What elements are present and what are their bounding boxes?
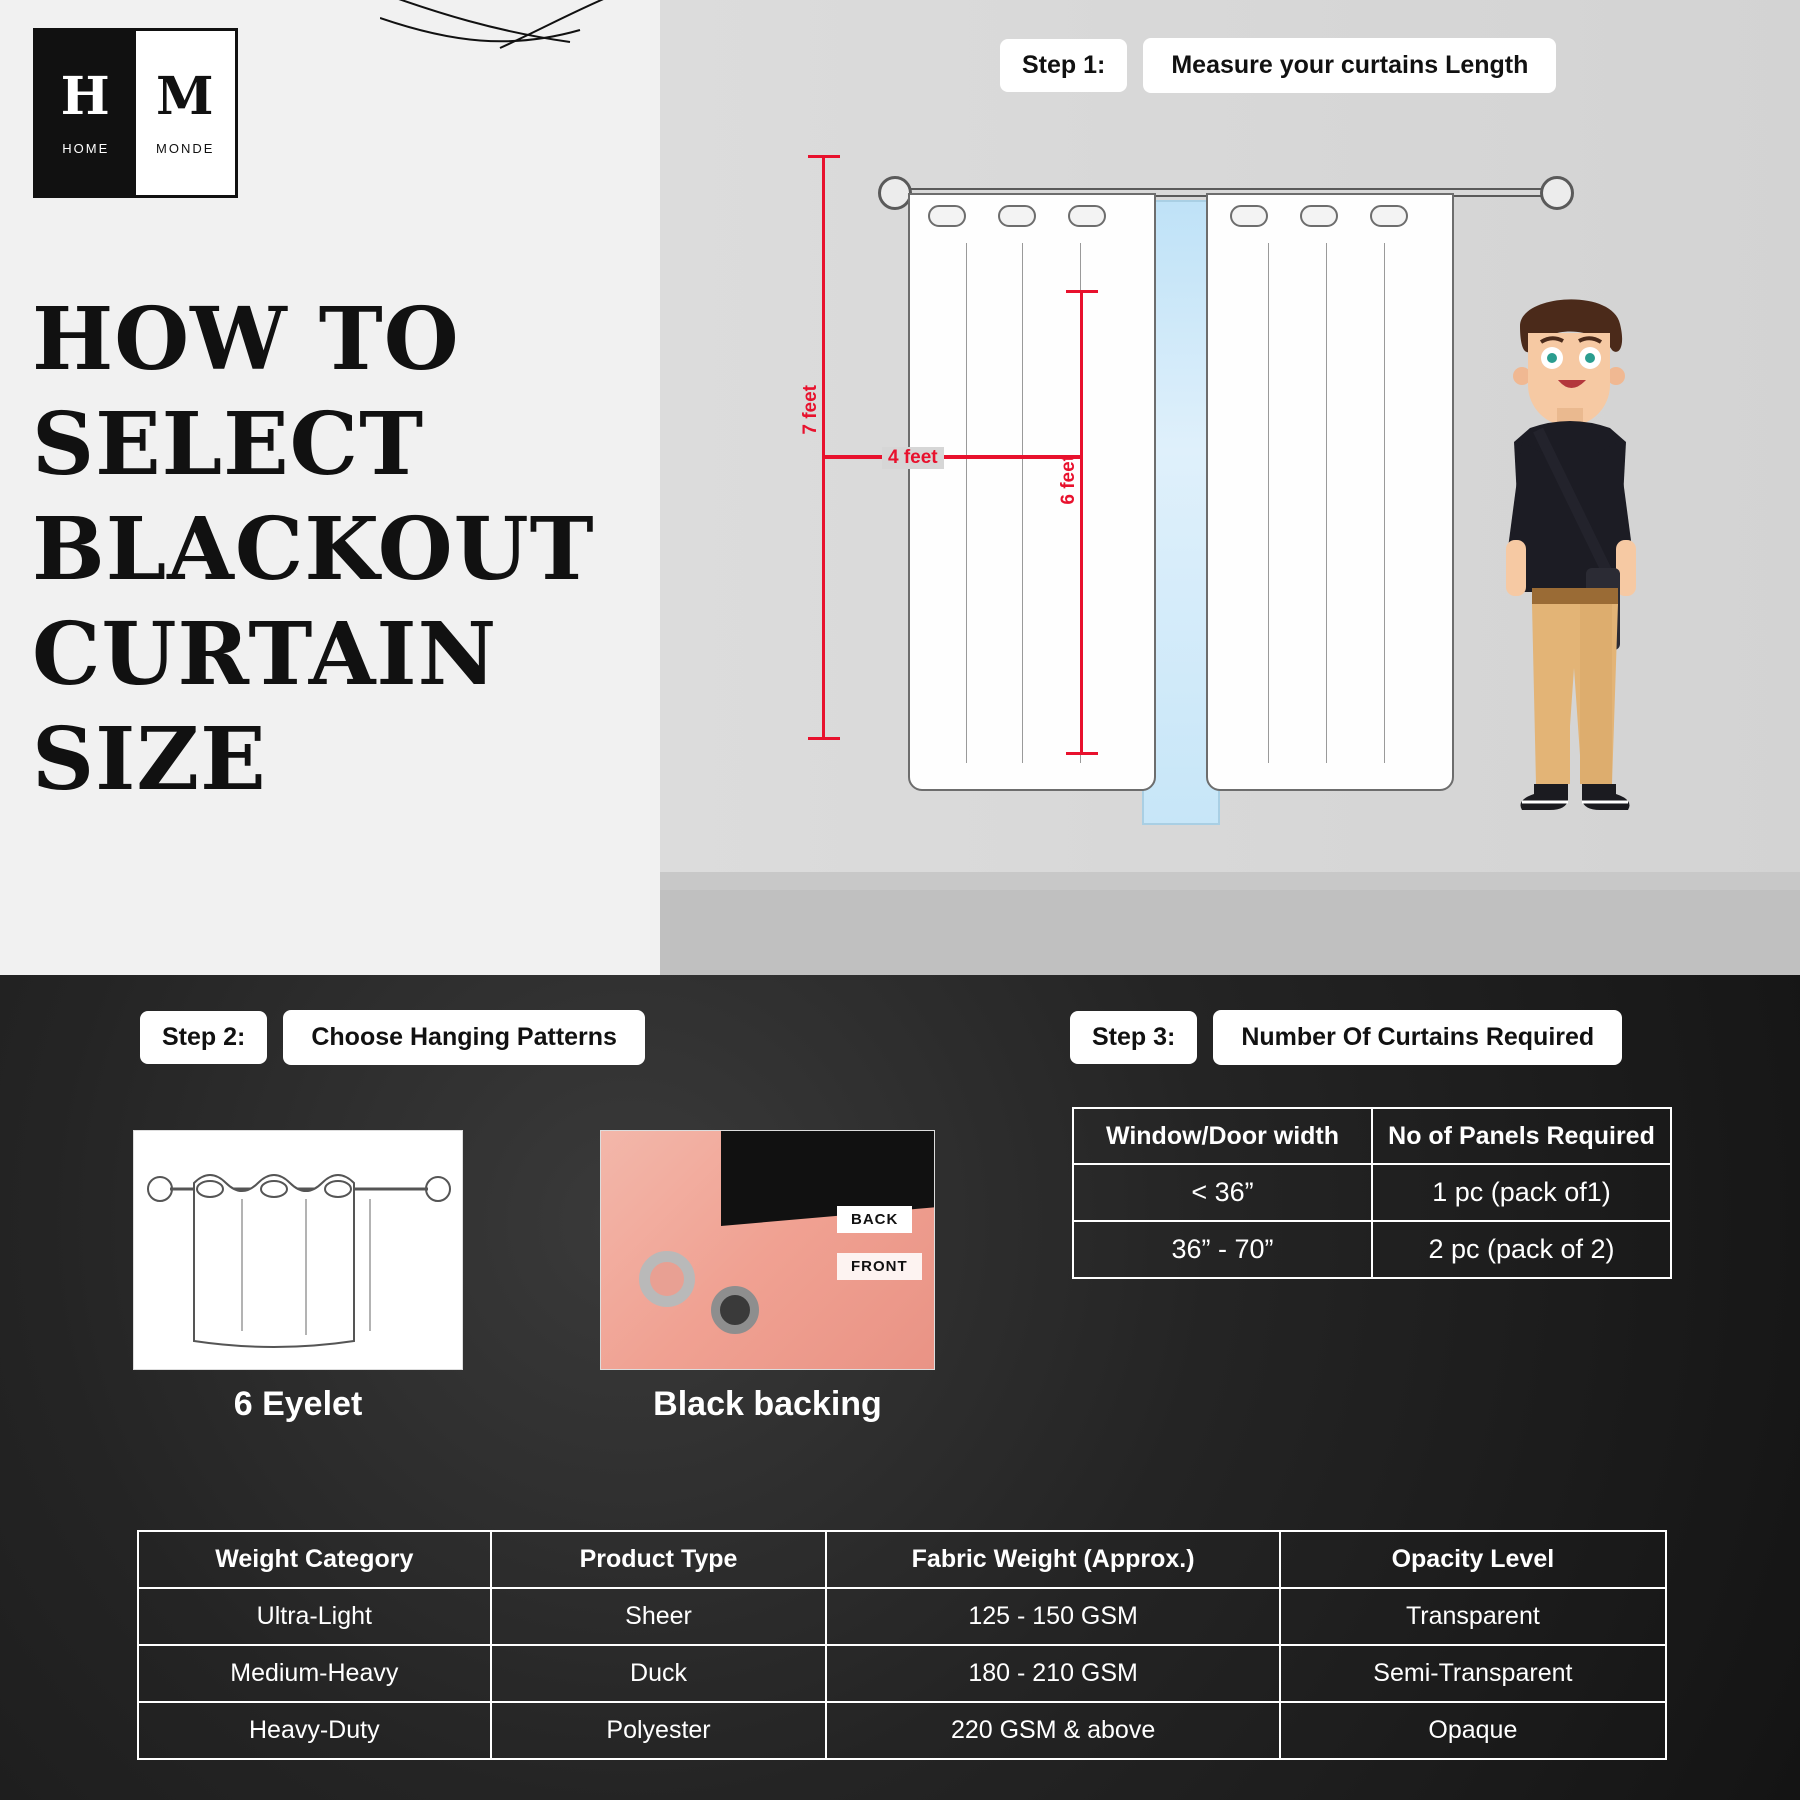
panels-col-width: Window/Door width [1073, 1108, 1372, 1164]
step-1-title: Measure your curtains Length [1143, 38, 1556, 93]
grommet-icon [928, 205, 966, 227]
cell: Transparent [1280, 1588, 1666, 1645]
wire-decoration [380, 0, 660, 80]
step-2-header [140, 1010, 645, 1065]
cell: Opaque [1280, 1702, 1666, 1759]
rod-finial-right-icon [1540, 176, 1574, 210]
eyelet-pattern-image [133, 1130, 463, 1370]
logo-right-half [136, 31, 236, 195]
height-measure-label: 7 feet [800, 385, 821, 435]
logo-letter-m: M [155, 65, 215, 127]
step-2-title: Choose Hanging Patterns [283, 1010, 645, 1065]
cell: Ultra-Light [138, 1588, 491, 1645]
weight-col-product: Product Type [491, 1531, 827, 1588]
width-measure-line [823, 455, 1083, 459]
logo-word-monde: MONDE [156, 140, 215, 156]
logo-word-home: HOME [62, 140, 110, 156]
step-3-label: Step 3: [1070, 1011, 1197, 1064]
cell: 220 GSM & above [826, 1702, 1279, 1759]
cell: Heavy-Duty [138, 1702, 491, 1759]
curtain-panel-right [1206, 193, 1454, 791]
tag-front: FRONT [837, 1253, 922, 1280]
height-measure-line [822, 155, 825, 740]
table-row [138, 1588, 1666, 1645]
cell: Polyester [491, 1702, 827, 1759]
table-row [1073, 1221, 1671, 1278]
logo-left-half [36, 31, 136, 195]
cell: 2 pc (pack of 2) [1372, 1221, 1671, 1278]
cell: Semi-Transparent [1280, 1645, 1666, 1702]
height-measure-cap-top [808, 155, 840, 158]
cell: 180 - 210 GSM [826, 1645, 1279, 1702]
person-illustration [1460, 278, 1690, 878]
grommet-icon [998, 205, 1036, 227]
grommet-ring-back-icon [711, 1286, 759, 1334]
logo-letter-h: H [60, 65, 111, 127]
rod-finial-left-icon [878, 176, 912, 210]
person-measure-line [1080, 290, 1083, 755]
grommet-icon [1300, 205, 1338, 227]
logo [33, 28, 238, 198]
page-title: HOW TO SELECT BLACKOUT CURTAIN SIZE [32, 289, 595, 810]
table-row [1073, 1164, 1671, 1221]
step-3-header [1070, 1010, 1622, 1065]
grommet-icon [1068, 205, 1106, 227]
pattern-caption-backing: Black backing [653, 1385, 882, 1423]
grommet-icon [1370, 205, 1408, 227]
person-measure-label: 6 feet [1058, 455, 1079, 505]
floor [660, 890, 1800, 975]
panels-required-table [1072, 1107, 1672, 1279]
curtain-pleat [1326, 243, 1327, 763]
cell: Medium-Heavy [138, 1645, 491, 1702]
curtain-panel-left [908, 193, 1156, 791]
black-backing-image [600, 1130, 935, 1370]
weight-col-fabric: Fabric Weight (Approx.) [826, 1531, 1279, 1588]
cell: 1 pc (pack of1) [1372, 1164, 1671, 1221]
weight-col-category: Weight Category [138, 1531, 491, 1588]
cell: < 36” [1073, 1164, 1372, 1221]
grommet-icon [1230, 205, 1268, 227]
curtain-pleat [1384, 243, 1385, 763]
height-measure-cap-bottom [808, 737, 840, 740]
cell: Sheer [491, 1588, 827, 1645]
panels-col-panels: No of Panels Required [1372, 1108, 1671, 1164]
pattern-caption-eyelet: 6 Eyelet [233, 1385, 363, 1423]
cell: Duck [491, 1645, 827, 1702]
person-measure-cap-top [1066, 290, 1098, 293]
table-header-row [1073, 1108, 1671, 1164]
tag-back: BACK [837, 1206, 912, 1233]
curtain-measure-illustration [660, 0, 1800, 975]
cell: 36” - 70” [1073, 1221, 1372, 1278]
eyelet-drawing [134, 1131, 464, 1371]
table-header-row [138, 1531, 1666, 1588]
bottom-section [0, 975, 1800, 1800]
fabric-weight-table [137, 1530, 1667, 1760]
step-3-title: Number Of Curtains Required [1213, 1010, 1622, 1065]
table-row [138, 1645, 1666, 1702]
curtain-pleat [966, 243, 967, 763]
weight-col-opacity: Opacity Level [1280, 1531, 1666, 1588]
step-1-label: Step 1: [1000, 39, 1127, 92]
curtain-pleat [1268, 243, 1269, 763]
step-2-label: Step 2: [140, 1011, 267, 1064]
curtain-pleat [1022, 243, 1023, 763]
table-row [138, 1702, 1666, 1759]
width-measure-label: 4 feet [882, 447, 944, 469]
cell: 125 - 150 GSM [826, 1588, 1279, 1645]
grommet-ring-icon [639, 1251, 695, 1307]
person-measure-cap-bottom [1066, 752, 1098, 755]
